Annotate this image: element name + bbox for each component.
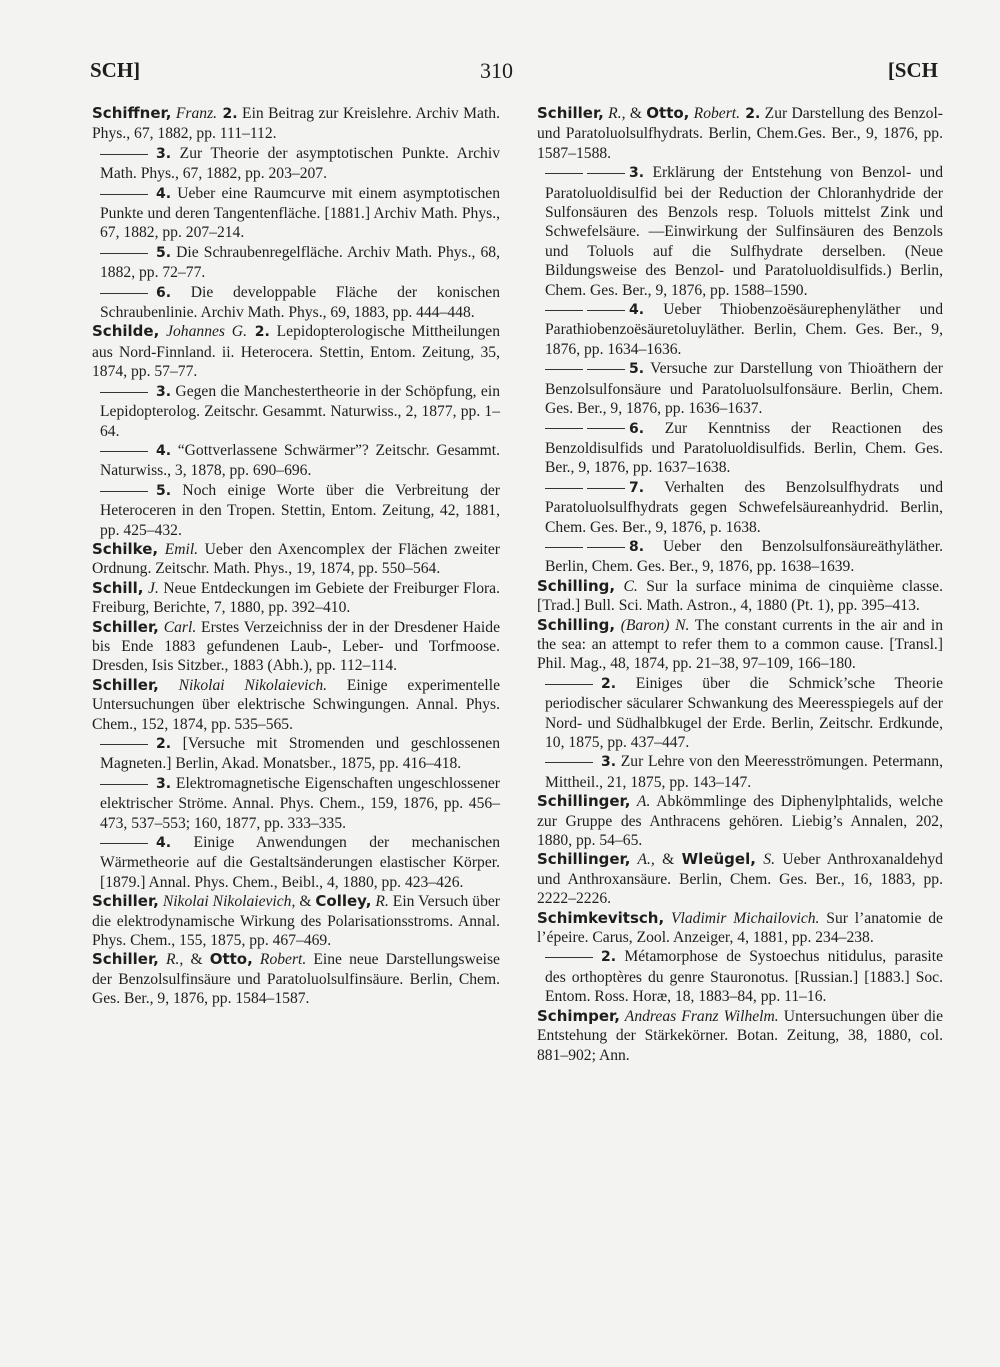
sub-entry bbox=[537, 163, 943, 300]
repeat-author-dash bbox=[100, 491, 148, 492]
entry-given: Emil. bbox=[158, 540, 199, 558]
sub-entry bbox=[537, 537, 943, 577]
sub-entry bbox=[92, 481, 500, 540]
repeat-author-dash bbox=[545, 488, 583, 489]
entry-text: Neue Entdeckungen im Gebiete der Freiburger Flora. Freiburg, Berichte, 7, 1880, pp. 392–410. bbox=[92, 579, 500, 617]
repeat-author-dash bbox=[545, 957, 593, 958]
entry-name: Schimper, bbox=[537, 1006, 620, 1025]
right-column bbox=[537, 104, 943, 1065]
entry-name: Wleügel, bbox=[681, 850, 756, 869]
entry-text: Noch einige Worte über die Verbreitung der Heteroceren in den Tropen. Stettin, Entom. Zeitung, 42, 1881, pp. 425–432. bbox=[100, 481, 500, 539]
bibliography-entry bbox=[537, 792, 943, 850]
entry-given: Andreas Franz Wilhelm. bbox=[619, 1007, 779, 1025]
left-column bbox=[92, 104, 500, 1009]
entry-given: Johannes G. bbox=[159, 323, 247, 341]
entry-name: Schiller, bbox=[537, 104, 604, 122]
entry-text: Ein Beitrag zur Kreislehre. Archiv Math. Phys., 67, 1882, pp. 111–112. bbox=[92, 105, 500, 143]
entry-text: Zur Theorie der asymptotischen Punkte. Archiv Math. Phys., 67, 1882, pp. 203–207. bbox=[100, 144, 500, 183]
entry-num: 6. bbox=[156, 284, 172, 301]
entry-name: Schilling, bbox=[537, 615, 616, 634]
entry-text: Erklärung der Entstehung von Benzol- und Paratoluoldisulfid bei der Reduction der Chloranhydride der Sulfonsäuren des Benzols resp. Toluols mittelst Zink und Schwefelsäure. —Einwirkung der Sulfinsäuren des Benzols und Toluols auf die Sulfhydrate derselben. (Neue Bildungsweise des Benzol- und Paratoluoldisulfids.) Berlin, Chem. Ges. Ber., 9, 1876, pp. 1588–1590. bbox=[545, 164, 943, 299]
sub-entry bbox=[537, 947, 943, 1006]
repeat-author-dash bbox=[100, 392, 148, 393]
entry-num: 3. bbox=[601, 754, 617, 771]
sub-entry bbox=[537, 478, 943, 537]
entry-given: R., bbox=[603, 105, 626, 122]
sub-entry bbox=[537, 359, 943, 418]
entry-name: Schiller, bbox=[92, 950, 159, 969]
entry-num: 2. bbox=[156, 736, 172, 752]
entry-given: Vladimir Michailovich. bbox=[664, 909, 820, 927]
entry-text: Einige Anwendungen der mechanischen Wärmetheorie auf die Gestaltsänderungen elastischer Körper. [1879.] Annal. Phys. Chem., Beibl., 4, 1880, pp. 423–426. bbox=[100, 834, 500, 891]
entry-text: “Gottverlassene Schwärmer”? Zeitschr. Gesammt. Naturwiss., 3, 1878, pp. 690–696. bbox=[100, 441, 500, 480]
entry-num: 4. bbox=[156, 185, 172, 202]
entry-given: R., bbox=[158, 951, 184, 969]
entry-text: & bbox=[183, 951, 210, 969]
repeat-author-dash bbox=[545, 310, 583, 311]
entry-text: & bbox=[654, 851, 682, 869]
entry-given: Nikolai Nikolaievich. bbox=[158, 676, 328, 694]
entry-name: Schillinger, bbox=[537, 792, 631, 811]
sub-entry bbox=[92, 441, 500, 481]
entry-num: 5. bbox=[156, 482, 172, 499]
repeat-author-dash bbox=[545, 369, 583, 370]
bibliography-entry bbox=[92, 579, 500, 618]
entry-text: [Versuche mit Stromenden und geschlossenen Magneten.] Berlin, Akad. Monatsber., 1875, pp. 416–418. bbox=[100, 735, 500, 773]
repeat-author-dash bbox=[545, 547, 583, 548]
entry-given: A. bbox=[630, 793, 651, 811]
entry-num: 4. bbox=[629, 302, 645, 319]
entry-num: 3. bbox=[156, 145, 172, 162]
entry-num: 4. bbox=[156, 442, 172, 459]
entry-given: R. bbox=[371, 893, 389, 911]
repeat-author-dash bbox=[587, 369, 625, 370]
entry-text: Zur Kenntniss der Reactionen des Benzoldisulfids und Paratoluoldisulfids. Berlin, Chem. Ges. Ber., 9, 1876, pp. 1637–1638. bbox=[545, 419, 943, 477]
bibliography-entry bbox=[92, 618, 500, 676]
entry-given: Carl. bbox=[158, 618, 197, 636]
bibliography-entry bbox=[537, 577, 943, 616]
entry-name: Schillinger, bbox=[537, 850, 631, 869]
entry-name: Otto, bbox=[209, 950, 253, 969]
bibliography-entry bbox=[537, 616, 943, 674]
repeat-author-dash bbox=[100, 194, 148, 195]
entry-text: Elektromagnetische Eigenschaften ungeschlossener elektrischer Ströme. Annal. Phys. Chem., 159, 1876, pp. 456–473, 537–553; 160, 1877, pp. 333–335. bbox=[100, 774, 500, 832]
repeat-author-dash bbox=[100, 744, 148, 745]
entry-given: J. bbox=[143, 579, 159, 597]
sub-entry bbox=[92, 184, 500, 243]
entry-text: Die Schraubenregelfläche. Archiv Math. Phys., 68, 1882, pp. 72–77. bbox=[100, 243, 500, 282]
bibliography-entry bbox=[92, 676, 500, 734]
entry-name: Schiller, bbox=[92, 617, 159, 636]
repeat-author-dash bbox=[587, 428, 625, 429]
entry-given: Franz. bbox=[171, 105, 218, 122]
entry-name: Schilde, bbox=[92, 322, 160, 341]
entry-text: Ueber den Benzolsulfonsäureäthyläther. Berlin, Chem. Ges. Ber., 9, 1876, pp. 1638–1639. bbox=[545, 537, 943, 576]
repeat-author-dash bbox=[545, 684, 593, 685]
entry-text: Eine neue Darstellungsweise der Benzolsulfinsäure und Paratoluolsulfinsäure. Berlin, Chem. Ges. Ber., 9, 1876, pp. 1584–1587. bbox=[92, 951, 500, 1008]
entry-text: Ueber Anthroxanaldehyd und Anthroxansäure. Berlin, Chem. Ges. Ber., 16, 1883, pp. 2222–2226. bbox=[537, 851, 943, 908]
repeat-author-dash bbox=[100, 843, 148, 844]
entry-num: 8. bbox=[629, 538, 645, 555]
repeat-author-dash bbox=[545, 428, 583, 429]
entry-name: Schiller, bbox=[92, 675, 159, 694]
page-number: 310 bbox=[480, 58, 513, 83]
entry-num: 7. bbox=[629, 479, 645, 496]
sub-entry bbox=[537, 419, 943, 478]
entry-text: Lepidopterologische Mittheilungen aus Nord-Finnland. ii. Heterocera. Stettin, Entom. Zeitung, 35, 1874, pp. 57–77. bbox=[92, 323, 500, 381]
entry-text: Sur l’anatomie de l’épeire. Carus, Zool. Anzeiger, 4, 1881, pp. 234–238. bbox=[537, 909, 943, 947]
entry-name: Schiffner, bbox=[92, 104, 172, 122]
entry-given: Robert. bbox=[689, 105, 741, 122]
entry-text: Verhalten des Benzolsulfhydrats und Paratoluolsulfhydrats gegen Schwefelsäureanhydrid. Berlin, Chem. Ges. Ber., 9, 1876, p. 1638. bbox=[545, 478, 943, 536]
repeat-author-dash bbox=[545, 173, 583, 174]
bibliography-entry bbox=[537, 1007, 943, 1065]
bibliography-entry bbox=[92, 104, 500, 144]
entry-num: 6. bbox=[629, 420, 645, 437]
entry-given: A., bbox=[630, 851, 655, 869]
entry-num: 2. bbox=[601, 949, 617, 966]
entry-text: Untersuchungen über die Entstehung der Stärkekörner. Botan. Zeitung, 38, 1880, col. 881–902; Ann. bbox=[537, 1007, 943, 1064]
entry-text: & bbox=[295, 893, 316, 911]
entry-text: Die developpable Fläche der konischen Schraubenlinie. Archiv Math. Phys., 69, 1883, pp. 444–448. bbox=[100, 283, 500, 322]
entry-text: Gegen die Manchestertheorie in der Schöpfung, ein Lepidopterolog. Zeitschr. Gesammt. Naturwiss., 2, 1877, pp. 1–64. bbox=[100, 382, 500, 440]
sub-entry bbox=[92, 243, 500, 283]
entry-name: Schilling, bbox=[537, 576, 616, 595]
entry-num: 3. bbox=[629, 165, 645, 182]
bibliography-entry bbox=[92, 322, 500, 381]
bibliography-entry bbox=[92, 892, 500, 950]
sub-entry bbox=[92, 734, 500, 774]
entry-given: Robert. bbox=[252, 951, 307, 969]
running-head-left: SCH] bbox=[90, 58, 141, 82]
bibliography-entry bbox=[537, 850, 943, 908]
entry-text: Zur Darstellung des Benzol- und Paratoluolsulfhydrats. Berlin, Chem.Ges. Ber., 9, 1876, pp. 1587–1588. bbox=[537, 105, 944, 162]
entry-num: 3. bbox=[156, 383, 172, 400]
entry-name: Schilke, bbox=[92, 539, 159, 558]
entry-text: Erstes Verzeichniss der in der Dresdener Haide bis Ende 1883 gefundenen Laub-, Leber- und Torfmoose. Dresden, Isis Sitzber., 1883 (Abh.), pp. 112–114. bbox=[92, 618, 500, 675]
entry-text: Einige experimentelle Untersuchungen über elektrische Schwingungen. Annal. Phys. Chem., 152, 1874, pp. 535–565. bbox=[92, 676, 501, 733]
repeat-author-dash bbox=[587, 173, 625, 174]
bibliography-entry bbox=[537, 104, 943, 163]
entry-name: Schiller, bbox=[92, 892, 159, 911]
entry-given: C. bbox=[615, 577, 638, 595]
sub-entry bbox=[92, 382, 500, 441]
repeat-author-dash bbox=[100, 451, 148, 452]
repeat-author-dash bbox=[587, 547, 625, 548]
entry-text: Métamorphose de Systoechus nitidulus, parasite des orthoptères du genre Stauronotus. [Russian.] [1883.] Soc. Entom. Ross. Horæ, 18, 1883–84, pp. 11–16. bbox=[545, 948, 943, 1006]
entry-given: S. bbox=[755, 851, 775, 869]
sub-entry bbox=[92, 144, 500, 184]
entry-text: Ueber den Axencomplex der Flächen zweiter Ordnung. Zeitschr. Math. Phys., 19, 1874, pp. 550–564. bbox=[92, 540, 500, 578]
sub-entry bbox=[537, 300, 943, 359]
sub-entry bbox=[92, 833, 500, 892]
sub-entry bbox=[537, 752, 943, 792]
bibliography-entry bbox=[92, 540, 500, 579]
entry-num: 2. bbox=[217, 106, 238, 122]
entry-name: Schimkevitsch, bbox=[537, 908, 665, 927]
entry-given: (Baron) N. bbox=[615, 616, 690, 634]
entry-text: Abkömmlinge des Diphenylphtalids, welche zur Gruppe des Anthracens gehören. Liebig’s Annalen, 202, 1880, pp. 54–65. bbox=[537, 793, 943, 850]
entry-name: Schill, bbox=[92, 578, 144, 597]
repeat-author-dash bbox=[545, 762, 593, 763]
entry-text: Ueber eine Raumcurve mit einem asymptotischen Punkte und deren Tangentenfläche. [1881.] Archiv Math. Phys., 67, 1882, pp. 207–214. bbox=[100, 184, 500, 242]
entry-num: 2. bbox=[601, 675, 617, 692]
repeat-author-dash bbox=[100, 784, 148, 785]
entry-num: 3. bbox=[156, 775, 172, 792]
entry-text: The constant currents in the air and in the sea: an attempt to refer them to a common cause. [Transl.] Phil. Mag., 48, 1874, pp. 21–38, 97–109, 166–180. bbox=[537, 616, 943, 673]
entry-text: Einiges über die Schmick’sche Theorie periodischer säcularer Schwankung des Meeresspiegels auf der Nord- und Südhalbkugel der Erde. Berlin, Zeitschr. Erdkunde, 10, 1875, pp. 437–447. bbox=[545, 674, 943, 751]
entry-num: 4. bbox=[156, 835, 172, 852]
entry-text: Versuche zur Darstellung von Thioäthern der Benzolsulfonsäure und Paratoluolsulfonsäure. Berlin, Chem. Ges. Ber., 9, 1876, pp. 1636–1637. bbox=[545, 360, 943, 418]
entry-text: Sur la surface minima de cinquième classe. [Trad.] Bull. Sci. Math. Astron., 4, 1880 (Pt. 1), pp. 395–413. bbox=[537, 577, 943, 615]
entry-text: Ueber Thiobenzoësäurephenyläther und Parathiobenzoësäuretoluyläther. Berlin, Chem. Ges. Ber., 9, 1876, pp. 1634–1636. bbox=[545, 301, 943, 358]
entry-num: 5. bbox=[629, 361, 645, 378]
repeat-author-dash bbox=[100, 253, 148, 254]
entry-num: 2. bbox=[740, 106, 761, 122]
entry-text: Zur Lehre von den Meeresströmungen. Petermann, Mittheil., 21, 1875, pp. 143–147. bbox=[545, 753, 943, 791]
entry-name: Otto, bbox=[646, 104, 690, 122]
repeat-author-dash bbox=[100, 293, 148, 294]
bibliography-entry bbox=[92, 950, 500, 1008]
entry-name: Colley, bbox=[315, 892, 372, 911]
entry-num: 5. bbox=[156, 244, 172, 261]
running-head-right: [SCH bbox=[887, 58, 938, 82]
entry-num: 2. bbox=[246, 324, 270, 341]
repeat-author-dash bbox=[100, 154, 148, 155]
entry-text: & bbox=[625, 105, 647, 122]
bibliography-entry bbox=[537, 909, 943, 948]
entry-text: Ein Versuch über die elektrodynamische Wirkung des Polarisationsstroms. Annal. Phys. Chem., 155, 1875, pp. 467–469. bbox=[92, 893, 500, 950]
sub-entry bbox=[92, 774, 500, 833]
entry-given: Nikolai Nikolaievich, bbox=[158, 893, 296, 911]
sub-entry bbox=[92, 283, 500, 323]
sub-entry bbox=[537, 674, 943, 753]
repeat-author-dash bbox=[587, 310, 625, 311]
repeat-author-dash bbox=[587, 488, 625, 489]
